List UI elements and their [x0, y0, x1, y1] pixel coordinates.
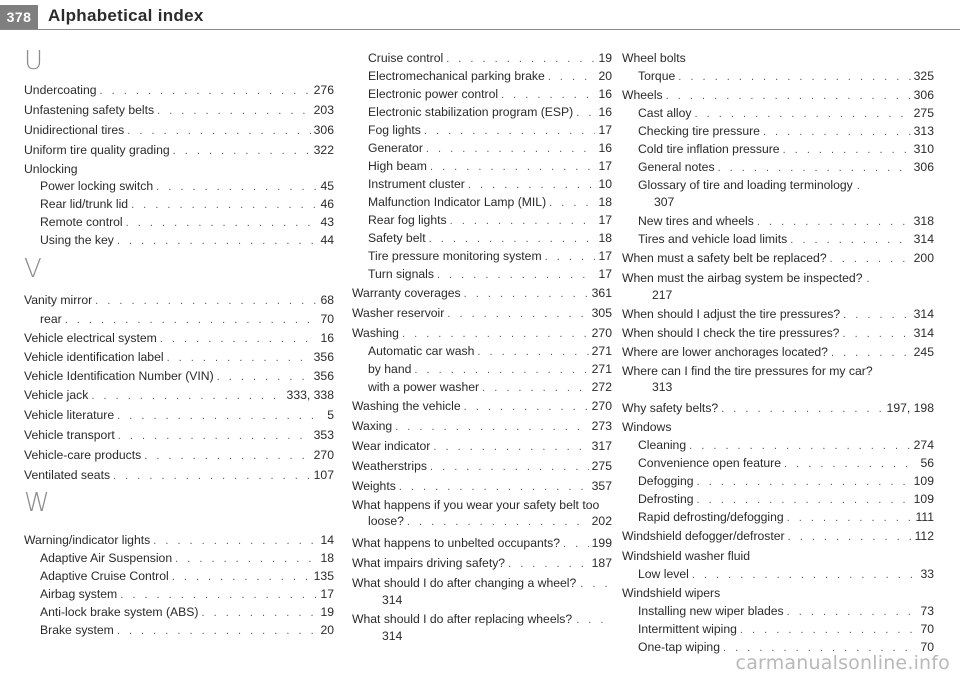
- index-entry: Washing the vehicle . . . 270: [352, 398, 612, 415]
- index-subentry: Cast alloy . . . 275: [638, 105, 934, 122]
- index-subentry: Cleaning . . . 274: [638, 437, 934, 454]
- index-subentry: Convenience open feature . . . 56: [638, 455, 934, 472]
- index-entry: Why safety belts? . . . 197, 198: [622, 400, 934, 417]
- index-entry: Ventilated seats . . . 107: [24, 467, 334, 484]
- index-entry-wrapped: What should I do after changing a wheel? . . . 314: [352, 576, 611, 607]
- index-subentry: Fog lights . . . 17: [368, 122, 612, 139]
- index-subentry: Instrument cluster . . . 10: [368, 176, 612, 193]
- index-subentry: Defogging . . . 109: [638, 473, 934, 490]
- section-letter-v: V: [24, 254, 42, 284]
- page-title: Alphabetical index: [48, 6, 204, 25]
- index-entry: Uniform tire quality grading . . . 322: [24, 142, 334, 159]
- index-subentry: Tire pressure monitoring system . . . 17: [368, 248, 612, 265]
- index-entry: Where are lower anchorages located? . . . 245: [622, 344, 934, 361]
- index-entry: Vanity mirror . . . 68: [24, 292, 334, 309]
- index-subentry: Electronic power control . . . 16: [368, 86, 612, 103]
- index-subentry: Rapid defrosting/defogging . . . 111: [638, 509, 934, 526]
- index-entry-wrapped: Where can I find the tire pressures for my car? 313: [622, 364, 873, 394]
- index-subentry: with a power washer . . . 272: [368, 379, 612, 396]
- index-entry: Windshield defogger/defroster . . . 112: [622, 528, 934, 545]
- index-subentry: Cold tire inflation pressure . . . 310: [638, 141, 934, 158]
- index-subentry: Anti-lock brake system (ABS) . . . 19: [40, 604, 334, 621]
- index-entry: Warning/indicator lights . . . 14: [24, 532, 334, 549]
- index-entry: What happens to unbelted occupants? . . . 199: [352, 535, 612, 552]
- index-entry: Washing . . . 270: [352, 325, 612, 342]
- index-entry: Wheels . . . 306: [622, 87, 934, 104]
- index-entry: When should I adjust the tire pressures? . . . 314: [622, 306, 934, 323]
- index-subentry: General notes . . . 306: [638, 159, 934, 176]
- index-subentry: One-tap wiping . . . 70: [638, 639, 934, 656]
- watermark-text: carmanualsonline.info: [735, 652, 950, 674]
- index-entry: Unfastening safety belts . . . 203: [24, 102, 334, 119]
- index-entry-wrapped: When must the airbag system be inspected? . 217: [622, 271, 873, 302]
- index-entry: Vehicle transport . . . 353: [24, 427, 334, 444]
- index-entry: Washer reservoir . . . 305: [352, 305, 612, 322]
- index-subentry: Checking tire pressure . . . 313: [638, 123, 934, 140]
- index-entry: Windshield washer fluid: [622, 549, 751, 563]
- index-subentry: Power locking switch . . . 45: [40, 178, 334, 195]
- index-subentry: Electromechanical parking brake . . . 20: [368, 68, 612, 85]
- page-number-tab: 378: [0, 5, 38, 29]
- header-divider: [0, 29, 960, 30]
- index-entry: Weights . . . 357: [352, 478, 612, 495]
- index-entry: Warranty coverages . . . 361: [352, 285, 612, 302]
- index-subentry: rear . . . 70: [40, 311, 334, 328]
- index-subentry: Rear lid/trunk lid . . . 46: [40, 196, 334, 213]
- index-subentry: Remote control . . . 43: [40, 214, 334, 231]
- index-entry: Unlocking: [24, 162, 78, 176]
- index-entry: Unidirectional tires . . . 306: [24, 122, 334, 139]
- index-subentry: Installing new wiper blades . . . 73: [638, 603, 934, 620]
- index-subentry: New tires and wheels . . . 318: [638, 213, 934, 230]
- section-letter-w: W: [24, 488, 50, 518]
- index-entry: Vehicle identification label . . . 356: [24, 349, 334, 366]
- index-subentry: Rear fog lights . . . 17: [368, 212, 612, 229]
- index-subentry: Electronic stabilization program (ESP) . . . 16: [368, 104, 612, 121]
- index-entry: Waxing . . . 273: [352, 418, 612, 435]
- index-entry: Vehicle literature . . . 5: [24, 407, 334, 424]
- index-subentry: Brake system . . . 20: [40, 622, 334, 639]
- index-subentry: Low level . . . 33: [638, 566, 934, 583]
- index-subentry: by hand . . . 271: [368, 361, 612, 378]
- index-subentry: Torque . . . 325: [638, 68, 934, 85]
- index-subentry: Defrosting . . . 109: [638, 491, 934, 508]
- index-subentry: Tires and vehicle load limits . . . 314: [638, 231, 934, 248]
- index-entry: Undercoating . . . 276: [24, 82, 334, 99]
- index-entry: Weatherstrips . . . 275: [352, 458, 612, 475]
- index-subentry: Cruise control . . . 19: [368, 50, 612, 67]
- index-subentry: Safety belt . . . 18: [368, 230, 612, 247]
- index-subentry: Intermittent wiping . . . 70: [638, 621, 934, 638]
- index-entry: Wheel bolts: [622, 51, 686, 65]
- index-subentry: Turn signals . . . 17: [368, 266, 612, 283]
- index-entry: What impairs driving safety? . . . 187: [352, 555, 612, 572]
- index-entry: Windshield wipers: [622, 586, 721, 600]
- index-subentry: Automatic car wash . . . 271: [368, 343, 612, 360]
- index-entry: Vehicle jack . . . 333, 338: [24, 387, 334, 404]
- index-entry: Windows: [622, 420, 672, 434]
- index-subentry: High beam . . . 17: [368, 158, 612, 175]
- index-subentry-wrapped: Glossary of tire and loading terminology . 307: [638, 178, 863, 209]
- index-entry: When must a safety belt be replaced? . . . 200: [622, 250, 934, 267]
- index-entry: Vehicle-care products . . . 270: [24, 447, 334, 464]
- index-subentry: Malfunction Indicator Lamp (MIL) . . . 18: [368, 194, 612, 211]
- section-letter-u: U: [24, 46, 44, 76]
- index-entry: Wear indicator . . . 317: [352, 438, 612, 455]
- index-entry-wrapped: What happens if you wear your safety belt too loose? . . . 202: [352, 497, 612, 530]
- index-subentry: Airbag system . . . 17: [40, 586, 334, 603]
- index-subentry: Generator . . . 16: [368, 140, 612, 157]
- index-subentry: Using the key . . . 44: [40, 232, 334, 249]
- index-entry: Vehicle Identification Number (VIN) . . . 356: [24, 368, 334, 385]
- index-subentry: Adaptive Cruise Control . . . 135: [40, 568, 334, 585]
- index-entry-wrapped: What should I do after replacing wheels? . . . 314: [352, 612, 607, 643]
- index-entry: Vehicle electrical system . . . 16: [24, 330, 334, 347]
- index-entry: When should I check the tire pressures? . . . 314: [622, 325, 934, 342]
- index-subentry: Adaptive Air Suspension . . . 18: [40, 550, 334, 567]
